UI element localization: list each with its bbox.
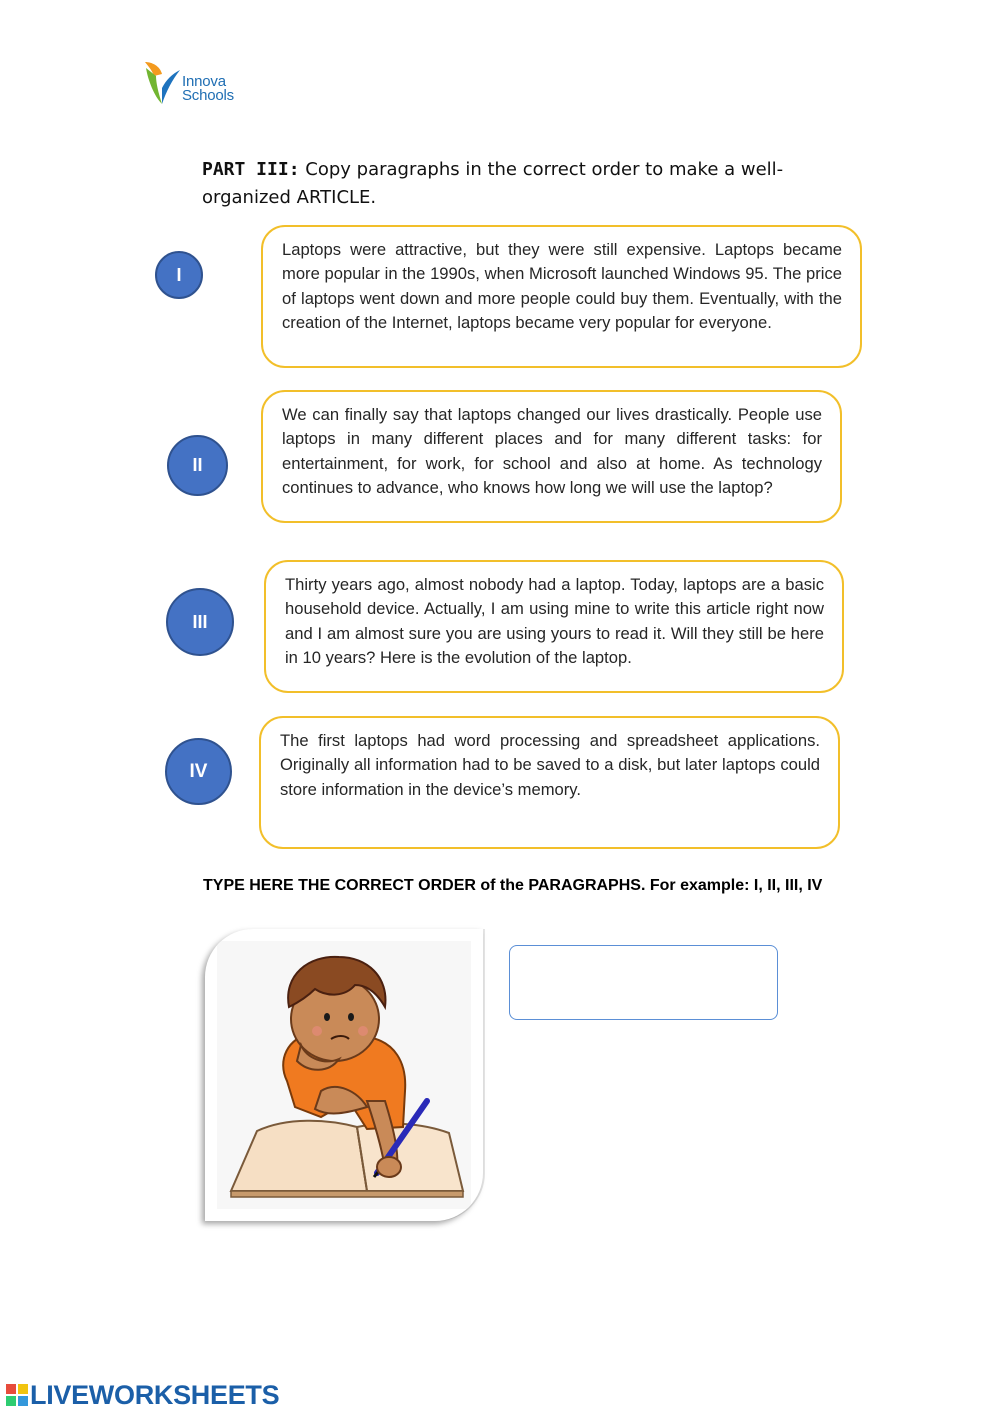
paragraph-box-4 (259, 716, 840, 849)
paragraph-box-3 (264, 560, 844, 693)
numeral-circle-4: IV (165, 738, 232, 805)
answer-input[interactable] (509, 945, 778, 1020)
paragraph-box-2 (261, 390, 842, 523)
numeral-circle-1: I (155, 251, 203, 299)
liveworksheets-logo-icon (6, 1384, 28, 1406)
numeral-circle-2: II (167, 435, 228, 496)
answer-prompt: TYPE HERE THE CORRECT ORDER of the PARAGRAPHS. For example: I, II, III, IV (203, 877, 823, 894)
brand-text: LIVEWORKSHEETS (30, 1380, 280, 1410)
paragraph-text-1: Laptops were attractive, but they were still expensive. Laptops became more popular in the 1990s, when Microsoft launched Windows 95. The price of laptops went down and more people could buy them. Eventually, with the creation of the Internet, laptops became very popular for everyone. (282, 240, 842, 332)
innova-schools-logo (142, 58, 252, 108)
paragraph-text-2: We can finally say that laptops changed our lives drastically. People use laptops in many different places and for many different tasks: for entertainment, for work, for school and also at home. As technology continues to advance, who knows how long we will use the laptop? (282, 405, 822, 497)
boy-writing-illustration (217, 941, 471, 1209)
paragraph-text-3: Thirty years ago, almost nobody had a laptop. Today, laptops are a basic household device. Actually, I am using mine to write this article right now and I am almost sure you are using yours to read it. Will they still be here in 10 years? Here is the evolution of the laptop. (285, 575, 824, 667)
part-label: PART III: (202, 159, 300, 180)
paragraph-text-4: The first laptops had word processing and spreadsheet applications. Originally all information had to be saved to a disk, but later laptops could store information in the device’s memory. (280, 731, 820, 799)
numeral-circle-3: III (166, 588, 234, 656)
logo-line-1: Innova (182, 73, 226, 90)
innova-leaf-icon (142, 58, 182, 106)
illustration-frame (205, 929, 483, 1221)
instruction (202, 156, 862, 212)
instruction-text: Copy paragraphs in the correct order to make a well-organized ARTICLE. (202, 159, 784, 208)
logo-line-2: Schools (182, 87, 234, 104)
paragraph-box-1 (261, 225, 862, 368)
